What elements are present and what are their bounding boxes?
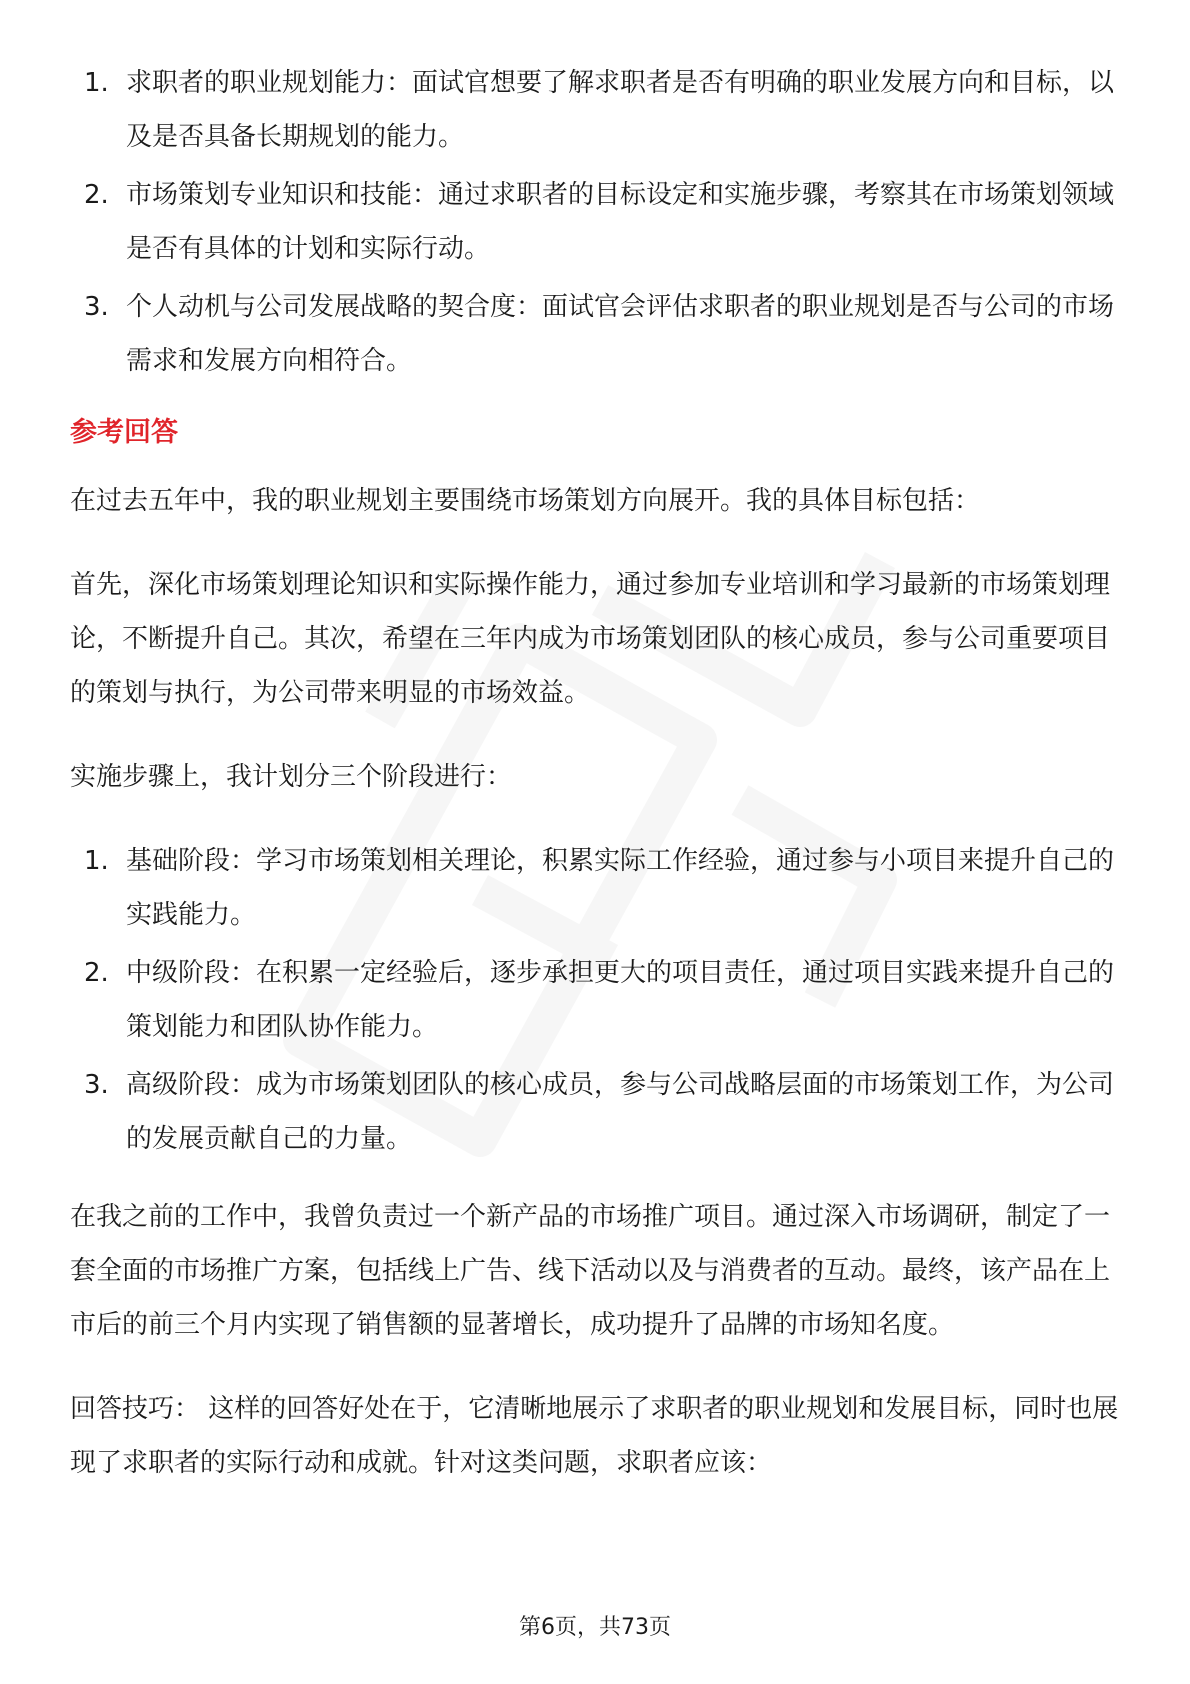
list-number: 1. xyxy=(84,68,109,98)
list-number: 3. xyxy=(84,1070,109,1100)
paragraph-tips: 回答技巧： 这样的回答好处在于，它清晰地展示了求职者的职业规划和发展目标，同时也展现了求职者的实际行动和成就。针对这类问题，求职者应该： xyxy=(70,1394,1119,1478)
evaluation-points-list xyxy=(70,56,1120,388)
list-item xyxy=(70,168,1120,276)
list-text: 求职者的职业规划能力：面试官想要了解求职者是否有明确的职业发展方向和目标，以及是否具备长期规划的能力。 xyxy=(126,68,1115,152)
list-item xyxy=(70,280,1120,388)
list-number: 1. xyxy=(84,846,109,876)
list-number: 2. xyxy=(84,180,109,210)
reference-answer-heading: 参考回答 xyxy=(70,417,178,448)
steps-list xyxy=(70,834,1120,1166)
list-number: 3. xyxy=(84,292,109,322)
list-item xyxy=(70,1058,1120,1166)
paragraph-steps-intro: 实施步骤上，我计划分三个阶段进行： xyxy=(70,762,513,792)
main-content xyxy=(70,56,1120,1520)
page-number-footer: 第6页，共73页 xyxy=(519,1615,671,1640)
list-text: 个人动机与公司发展战略的契合度：面试官会评估求职者的职业规划是否与公司的市场需求和发展方向相符合。 xyxy=(126,292,1115,376)
paragraph-experience: 在我之前的工作中，我曾负责过一个新产品的市场推广项目。通过深入市场调研，制定了一套全面的市场推广方案，包括线上广告、线下活动以及与消费者的互动。最终，该产品在上市后的前三个月内实现了销售额的显著增长，成功提升了品牌的市场知名度。 xyxy=(70,1202,1111,1340)
list-item xyxy=(70,56,1120,164)
list-text: 高级阶段：成为市场策划团队的核心成员，参与公司战略层面的市场策划工作，为公司的发展贡献自己的力量。 xyxy=(126,1070,1115,1154)
list-text: 中级阶段：在积累一定经验后，逐步承担更大的项目责任，通过项目实践来提升自己的策划能力和团队协作能力。 xyxy=(126,958,1115,1042)
list-item xyxy=(70,946,1120,1054)
list-text: 基础阶段：学习市场策划相关理论，积累实际工作经验，通过参与小项目来提升自己的实践能力。 xyxy=(126,846,1115,930)
paragraph-intro: 在过去五年中，我的职业规划主要围绕市场策划方向展开。我的具体目标包括： xyxy=(70,486,981,516)
list-text: 市场策划专业知识和技能：通过求职者的目标设定和实施步骤，考察其在市场策划领域是否有具体的计划和实际行动。 xyxy=(126,180,1115,264)
list-number: 2. xyxy=(84,958,109,988)
paragraph-goals: 首先，深化市场策划理论知识和实际操作能力，通过参加专业培训和学习最新的市场策划理论，不断提升自己。其次，希望在三年内成为市场策划团队的核心成员，参与公司重要项目的策划与执行，为公司带来明显的市场效益。 xyxy=(70,570,1111,708)
list-item xyxy=(70,834,1120,942)
